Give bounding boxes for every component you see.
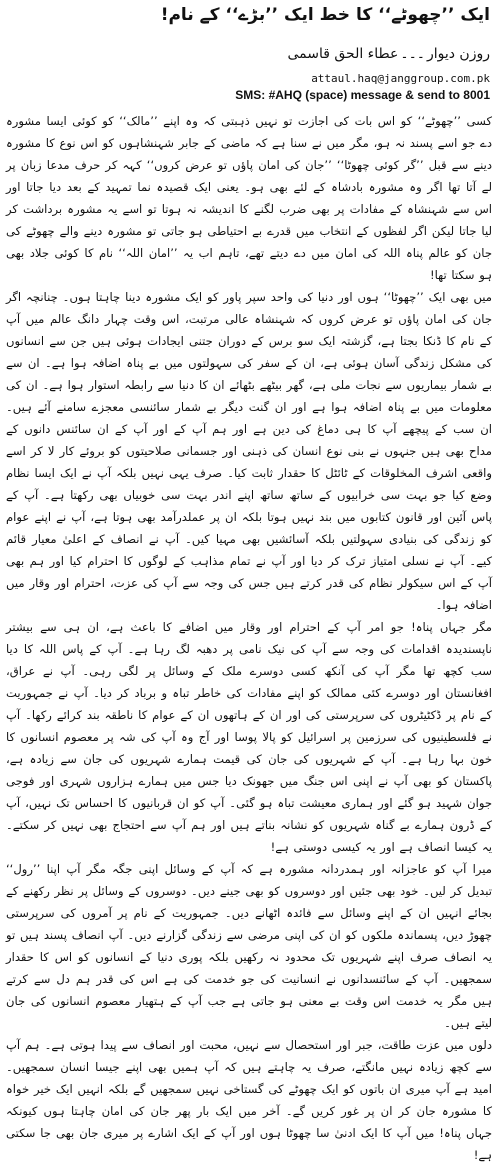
column-title: روزن دیوار [426,46,490,62]
article-body [6,110,492,1162]
author-email: attaul.haq@janggroup.com.pk [311,72,490,85]
byline-separator: ۔۔۔ [400,46,425,62]
sms-line: SMS: #AHQ (space) message & send to 8001 [235,88,490,102]
paragraph: میرا آپ کو عاجزانہ اور ہمدردانہ مشورہ ہے کہ آپ کے وسائل اپنی جگہ مگر آپ اپنا ’’رول‘‘ تبدیل کر لیں۔ خود بھی جئیں اور دوسروں کو بھی جینے دیں۔ دوسروں کے وسائل پر نظر رکھنے کے بجائے انہیں ان کے اپنے وسائل سے فائدہ اٹھانے دیں۔ جمہوریت کے نام پر آمروں کی سرپرستی چھوڑ دیں، پسماندہ ملکوں کو ان کی اپنی مرضی سے زندگی گزارنے دیں۔ آپ انصاف پسند ہیں تو یہ انصاف صرف اپنے شہریوں تک محدود نہ رکھیں بلکہ پوری دنیا کے انسانوں کو اس کا حقدار سمجھیں۔ آپ کے سائنسدانوں نے انسانیت کی جو خدمت کی ہے اس کی قدر ہم دل سے کرتے ہیں مگر یہ خدمت اس وقت بے معنی ہو جاتی ہے جب آپ کے ہتھیار معصوم انسانوں کی جان لیتے ہیں۔ [6,862,492,1030]
byline [287,46,490,62]
paragraph: کسی ’’چھوٹے‘‘ کو اس بات کی اجازت تو نہیں ذہبتی کہ وہ اپنے ’’مالک‘‘ کو کوئی ایسا مشورہ دے جو اسے پسند نہ ہو، مگر میں نے سنا ہے کہ ماضی کے جابر شہنشاہوں کو اس نوع کا مشورہ دینے سے قبل ’’گر کوئی چھوٹا‘‘ ’’جان کی امان پاؤں تو عرض کروں‘‘ کہہ کر حرف مدعا زبان پر لے آتا تھا اگر وہ مشورہ بادشاہ کے لئے بھی ہو۔ یعنی ایک قصیدہ نما تمہید کے بعد دیا جاتا اور اس سے شہنشاہ کے مفادات پر بھی ضرب لگنے کا اندیشہ نہ ہوتا تو اسے یہ مشورہ برداشت کر لیا جاتا لیکن اگر لفظوں کے انتخاب میں قدرے بے احتیاطی ہو جاتی تو مشورہ دینے والے چھوٹے کی جان کو عالم پناہ اللہ کی امان میں دے دیتے تھے، تاہم اب یہ ’’امان اللہ‘‘ نام کا کوئی جلاد بھی ہو سکتا تھا! [6,114,492,282]
paragraph: دلوں میں عزت طاقت، جبر اور استحصال سے نہیں، محبت اور انصاف سے پیدا ہوتی ہے۔ ہم آپ سے کچھ زیادہ نہیں مانگتے، صرف یہ چاہتے ہیں کہ آپ ہمیں بھی اپنے جیسا انسان سمجھیں۔ امید ہے آپ میری ان باتوں کو ایک چھوٹے کی گستاخی نہیں سمجھیں گے بلکہ انہیں ایک خیر خواہ کا مشورہ جان کر ان پر غور کریں گے۔ آخر میں ایک بار پھر جان کی امان چاہتا ہوں کیونکہ جہاں پناہ! میں آپ کا ایک ادنیٰ سا چھوٹا ہوں اور آپ کے ایک اشارے پر میری جان بھی جا سکتی ہے! [6,1038,492,1162]
paragraph: مگر جہاں پناہ! جو امر آپ کے احترام اور وقار میں اضافے کا باعث ہے، ان ہی سے بیشتر ناپسندیدہ اقدامات کی وجہ سے آپ کی نیک نامی پر دھبہ لگ رہا ہے۔ آپ کے پاس اللہ کا دیا سب کچھ تھا مگر آپ کی آنکھ کسی دوسرے ملک کے وسائل پر لگی رہی۔ آپ نے عراق، افغانستان اور دوسرے کئی ممالک کو اپنے مفادات کی خاطر تباہ و برباد کر دیا۔ آپ نے جمہوریت کے نام پر ڈکٹیٹروں کی سرپرستی کی اور ان کے ہاتھوں ان کے عوام کا ناطقہ بند کرائے رکھا۔ آپ نے فلسطینیوں کی سرزمین پر اسرائیل کو پالا پوسا اور آج وہ آپ کی شہ پر معصوم انسانوں کا خون بہا رہا ہے۔ آپ کے شہریوں کی جان کی قیمت ہمارے شہریوں کی جان سے زیادہ ہے، پاکستان کو بھی آپ نے اپنی اس جنگ میں جھونک دیا جس میں ہمارے ہزاروں شہری اور فوجی جوان شہید ہو گئے اور ہماری معیشت تباہ ہو گئی۔ آپ کو ان قربانیوں کا احساس تک نہیں، آپ کے ڈرون ہمارے بے گناہ شہریوں کو نشانہ بناتے ہیں اور ہم آپ سے احتجاج بھی نہیں کر سکتے۔ یہ کیسا انصاف ہے اور یہ کیسی دوستی ہے! [6,620,492,854]
author-name: عطاء الحق قاسمی [287,46,399,62]
article-headline: ایک ’’چھوٹے‘‘ کا خط ایک ’’بڑے‘‘ کے نام! [160,5,490,25]
paragraph: میں بھی ایک ’’چھوٹا‘‘ ہوں اور دنیا کی واحد سپر پاور کو ایک مشورہ دینا چاہتا ہوں۔ چنانچہ اگر جان کی امان پاؤں تو عرض کروں کہ شہنشاہ عالی مرتبت، اس وقت چہار دانگ عالم میں آپ کے نام کا ڈنکا بجتا ہے، گزشتہ ایک سو برس کے دوران جتنی ایجادات ہوئی ہیں جن سے انسانوں کی مشکل زندگی آسان ہوئی ہے، ان کے سفر کی سہولتوں میں بے پناہ اضافہ ہوا ہے۔ ان سے بے شمار بیماریوں سے نجات ملی ہے، گھر بیٹھے بٹھائے ان کا دنیا سے رابطہ استوار ہوا ہے۔ ان کی معلومات میں بے پناہ اضافہ ہوا ہے اور ان گنت دیگر بے شمار سائنسی معجزے سامنے آئے ہیں۔ ان سب کے پیچھے آپ کا ہی دماغ کی دین ہے اور ہم آپ کے اور آپ کے ان سائنس دانوں کے مداح بھی ہیں جنہوں نے بنی نوع انسان کی ذہنی اور جسمانی صلاحیتوں کو بروئے کار لا کر اسے واقعی اشرف المخلوقات کے ٹائٹل کا حقدار ثابت کیا۔ صرف یہی نہیں بلکہ آپ نے ایک ایسا نظام وضع کیا جو بہت سی خرابیوں کے ساتھ ساتھ اپنے اندر بہت سی خوبیاں بھی رکھتا ہے۔ آپ کے پاس آئین اور قانون کتابوں میں بند نہیں ہوتا بلکہ ان پر عملدرآمد بھی ہوتا ہے، آپ نے اپنے عوام کو زندگی کی بنیادی سہولتیں بلکہ آسائشیں بھی مہیا کیں۔ آپ نے انصاف کے اعلیٰ معیار قائم کیے۔ آپ نے نسلی امتیاز ترک کر دیا اور آپ نے تمام مذاہب کے لوگوں کا احترام کیا اور ہم بھی آپ کے اس سیکولر نظام کی قدر کرتے ہیں جس کی وجہ سے آپ کی عزت، احترام اور وقار میں اضافہ ہوا۔ [6,290,492,612]
